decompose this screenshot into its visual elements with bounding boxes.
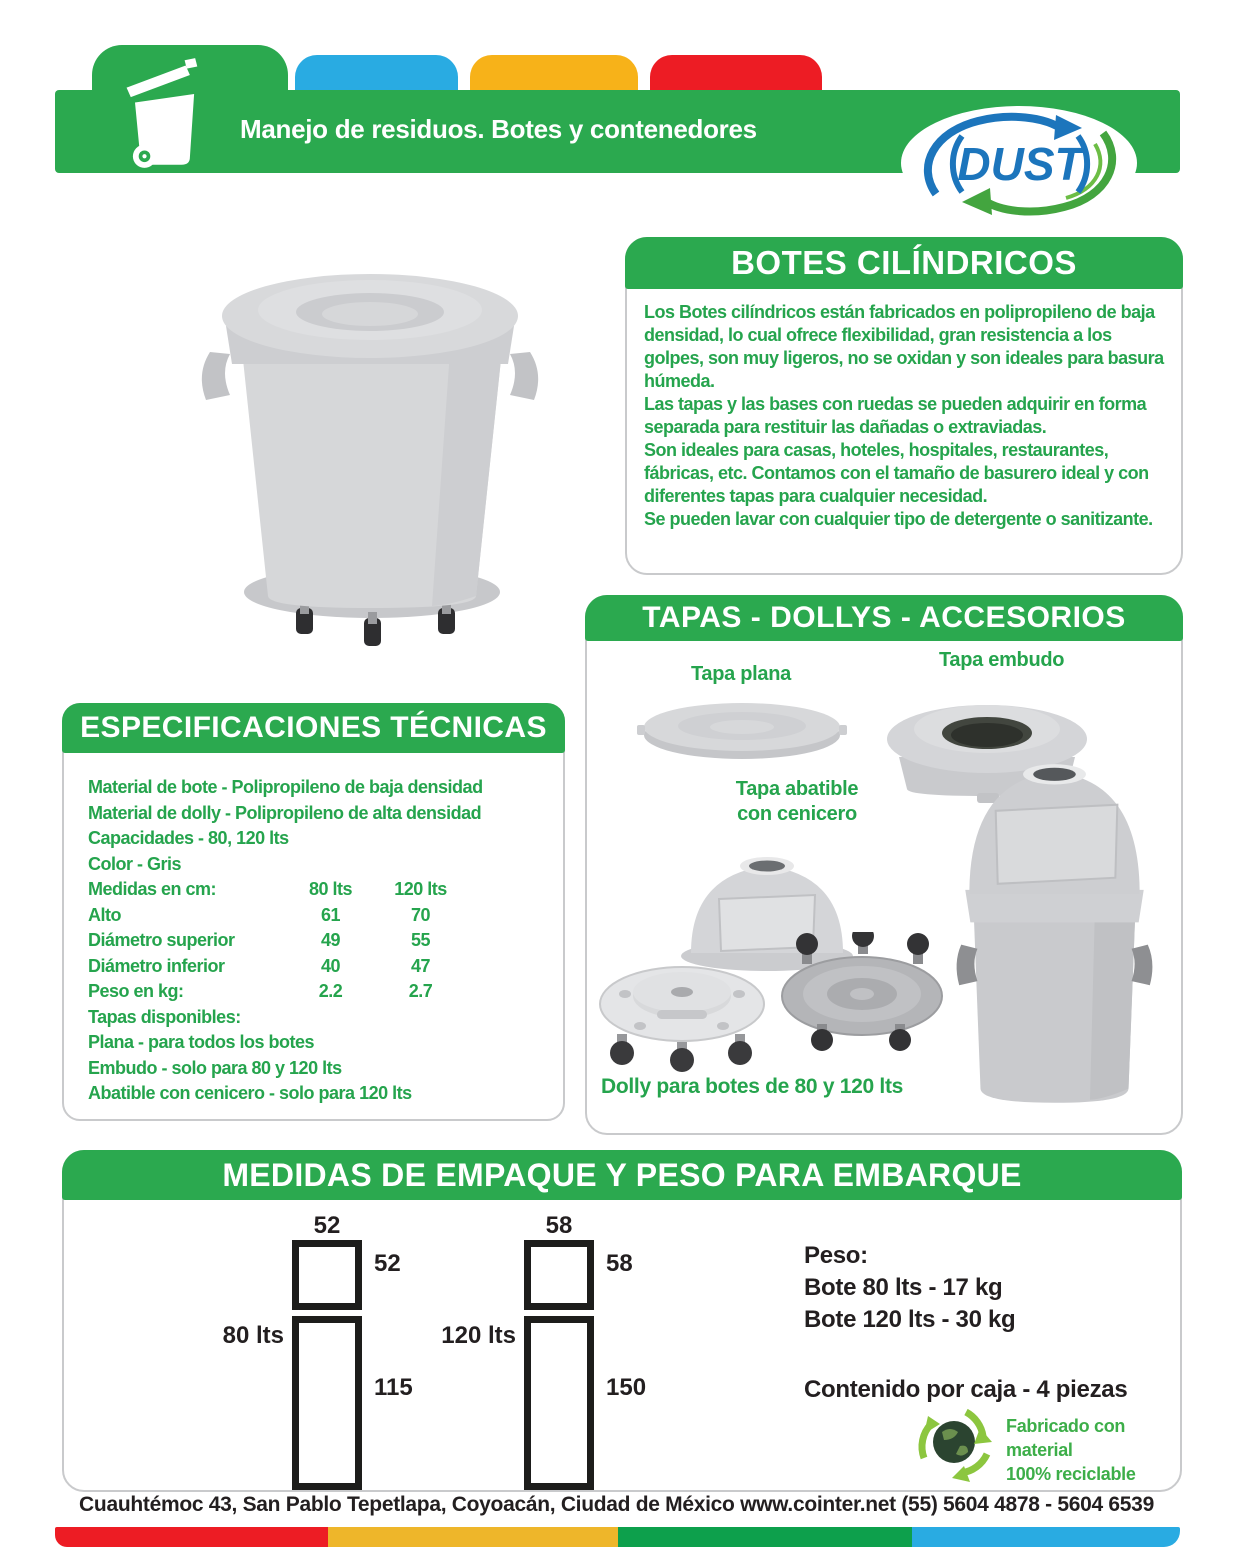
- cylindrical-bin-image: [150, 230, 590, 650]
- diagram-top-height: 52: [374, 1250, 401, 1277]
- peso-line: Bote 120 lts - 30 kg: [804, 1306, 1016, 1333]
- botes-cilindricos-description: [644, 301, 1169, 531]
- dolly-bottom-image: [777, 932, 947, 1057]
- diagram-top-height: 58: [606, 1250, 633, 1277]
- dust-logo-text: DUST: [957, 138, 1083, 190]
- tapa-plana-label: Tapa plana: [691, 663, 791, 685]
- footer-bar-blue: [912, 1527, 1180, 1547]
- spec-line: Material de dolly - Polipropileno de alta densidad: [88, 802, 482, 823]
- spec-table-header: [88, 877, 559, 903]
- spec-table-header-col1: 80 lts: [308, 879, 353, 899]
- recycle-text-line2: 100% reciclable: [1006, 1464, 1136, 1484]
- recycle-globe-icon: [914, 1402, 994, 1482]
- spec-table-header-label: Medidas en cm:: [88, 879, 217, 899]
- spec-line: Plana - para todos los botes: [88, 1032, 315, 1052]
- spec-line: Abatible con cenicero - solo para 120 lts: [88, 1083, 412, 1103]
- spec-row-label: Diámetro superior: [88, 930, 235, 950]
- page-title: Manejo de residuos. Botes y contenedores: [240, 114, 757, 144]
- bote-con-tapa-abatible-image: [942, 752, 1167, 1117]
- spec-row-value-120: 2.7: [408, 981, 433, 1001]
- footer-address: Cuauhtémoc 43, San Pablo Tepetlapa, Coyoacán, Ciudad de México www.cointer.net (55) 5604 4878 - 5604 6539: [79, 1493, 1154, 1516]
- peso-line: Bote 80 lts - 17 kg: [804, 1274, 1003, 1301]
- diagram-top-box: [524, 1240, 594, 1310]
- spec-row-value-80: 2.2: [318, 981, 343, 1001]
- footer-bar-yellow: [328, 1527, 617, 1547]
- diagram-body-box: [292, 1316, 362, 1490]
- spec-row-value-80: 49: [320, 930, 341, 950]
- botes-cilindricos-title: BOTES CILÍNDRICOS: [625, 237, 1183, 289]
- diagram-body-height: 150: [606, 1374, 647, 1401]
- botes-paragraph: Las tapas y las bases con ruedas se pueden adquirir en forma separada para restituir las dañadas o extraviadas.: [644, 394, 1147, 437]
- spec-row-value-80: 40: [320, 955, 341, 976]
- peso-title: Peso:: [804, 1242, 868, 1269]
- spec-row-label: Peso en kg:: [88, 981, 184, 1001]
- footer-bar-green: [618, 1527, 913, 1547]
- tapa-abatible-label: [695, 777, 899, 827]
- spec-line: Color - Gris: [88, 853, 182, 874]
- diagram-top-width: 52: [313, 1212, 341, 1239]
- recycle-text: [1006, 1414, 1180, 1486]
- diagram-capacity-label: 80 lts: [222, 1322, 284, 1349]
- spec-row-value-80: 61: [320, 904, 341, 925]
- botes-paragraph: Los Botes cilíndricos están fabricados en polipropileno de baja densidad, lo cual ofrece flexibilidad, gran resistencia a los golpes, son muy ligeros, no se oxidan y son ideales para basura húmeda.: [644, 302, 1164, 391]
- spec-line: Material de bote - Polipropileno de baja densidad: [88, 777, 483, 797]
- tapa-plana-image: [637, 689, 847, 769]
- tapa-abatible-label-line1: Tapa abatible: [735, 778, 859, 800]
- spec-table-header-col2: 120 lts: [394, 879, 447, 899]
- package-diagram-120lts: [441, 1212, 696, 1497]
- footer-bar-red: [55, 1527, 328, 1547]
- spec-row-label: Alto: [88, 904, 121, 925]
- especificaciones-body: [88, 775, 559, 1107]
- dust-logo: [898, 104, 1140, 222]
- medidas-empaque-title: MEDIDAS DE EMPAQUE Y PESO PARA EMBARQUE: [62, 1150, 1182, 1200]
- contenido-line: Contenido por caja - 4 piezas: [804, 1376, 1128, 1403]
- diagram-top-box: [292, 1240, 362, 1310]
- spec-line: Tapas disponibles:: [88, 1006, 241, 1027]
- spec-row-value-120: 55: [410, 930, 431, 950]
- especificaciones-title: ESPECIFICACIONES TÉCNICAS: [62, 703, 565, 753]
- medidas-empaque-card: [62, 1150, 1182, 1492]
- spec-line: Embudo - solo para 80 y 120 lts: [88, 1057, 342, 1078]
- package-diagram-80lts: [224, 1212, 464, 1497]
- recycle-text-line1: Fabricado con material: [1006, 1416, 1126, 1460]
- dolly-top-image: [595, 952, 770, 1072]
- diagram-body-box: [524, 1316, 594, 1490]
- spec-line: Capacidades - 80, 120 lts: [88, 828, 289, 848]
- diagram-top-width: 58: [545, 1212, 573, 1239]
- spec-table-row: [88, 928, 559, 954]
- spec-table-row: [88, 954, 559, 980]
- diagram-body-height: 115: [374, 1374, 413, 1401]
- tapas-dollys-title: TAPAS - DOLLYS - ACCESORIOS: [585, 595, 1183, 641]
- spec-row-value-120: 47: [410, 955, 431, 976]
- botes-paragraph: Se pueden lavar con cualquier tipo de detergente o sanitizante.: [644, 509, 1153, 529]
- spec-table-row: [88, 979, 559, 1005]
- spec-row-value-120: 70: [410, 904, 431, 925]
- spec-table-row: [88, 903, 559, 929]
- wheelie-bin-icon: [120, 56, 226, 170]
- spec-row-label: Diámetro inferior: [88, 955, 225, 976]
- botes-cilindricos-card: [625, 237, 1183, 575]
- dolly-label: Dolly para botes de 80 y 120 lts: [601, 1075, 904, 1098]
- footer-color-bar: [55, 1527, 1180, 1547]
- botes-paragraph: Son ideales para casas, hoteles, hospitales, restaurantes, fábricas, etc. Contamos con el tamaño de basurero ideal y con diferentes tapas para cualquier necesidad.: [644, 440, 1149, 506]
- peso-block: [804, 1240, 1127, 1406]
- tapas-dollys-card: [585, 595, 1183, 1135]
- especificaciones-card: [62, 703, 565, 1121]
- tapa-embudo-label: Tapa embudo: [939, 649, 1065, 671]
- tapa-abatible-label-line2: con cenicero: [737, 803, 857, 825]
- diagram-capacity-label: 120 lts: [441, 1322, 516, 1349]
